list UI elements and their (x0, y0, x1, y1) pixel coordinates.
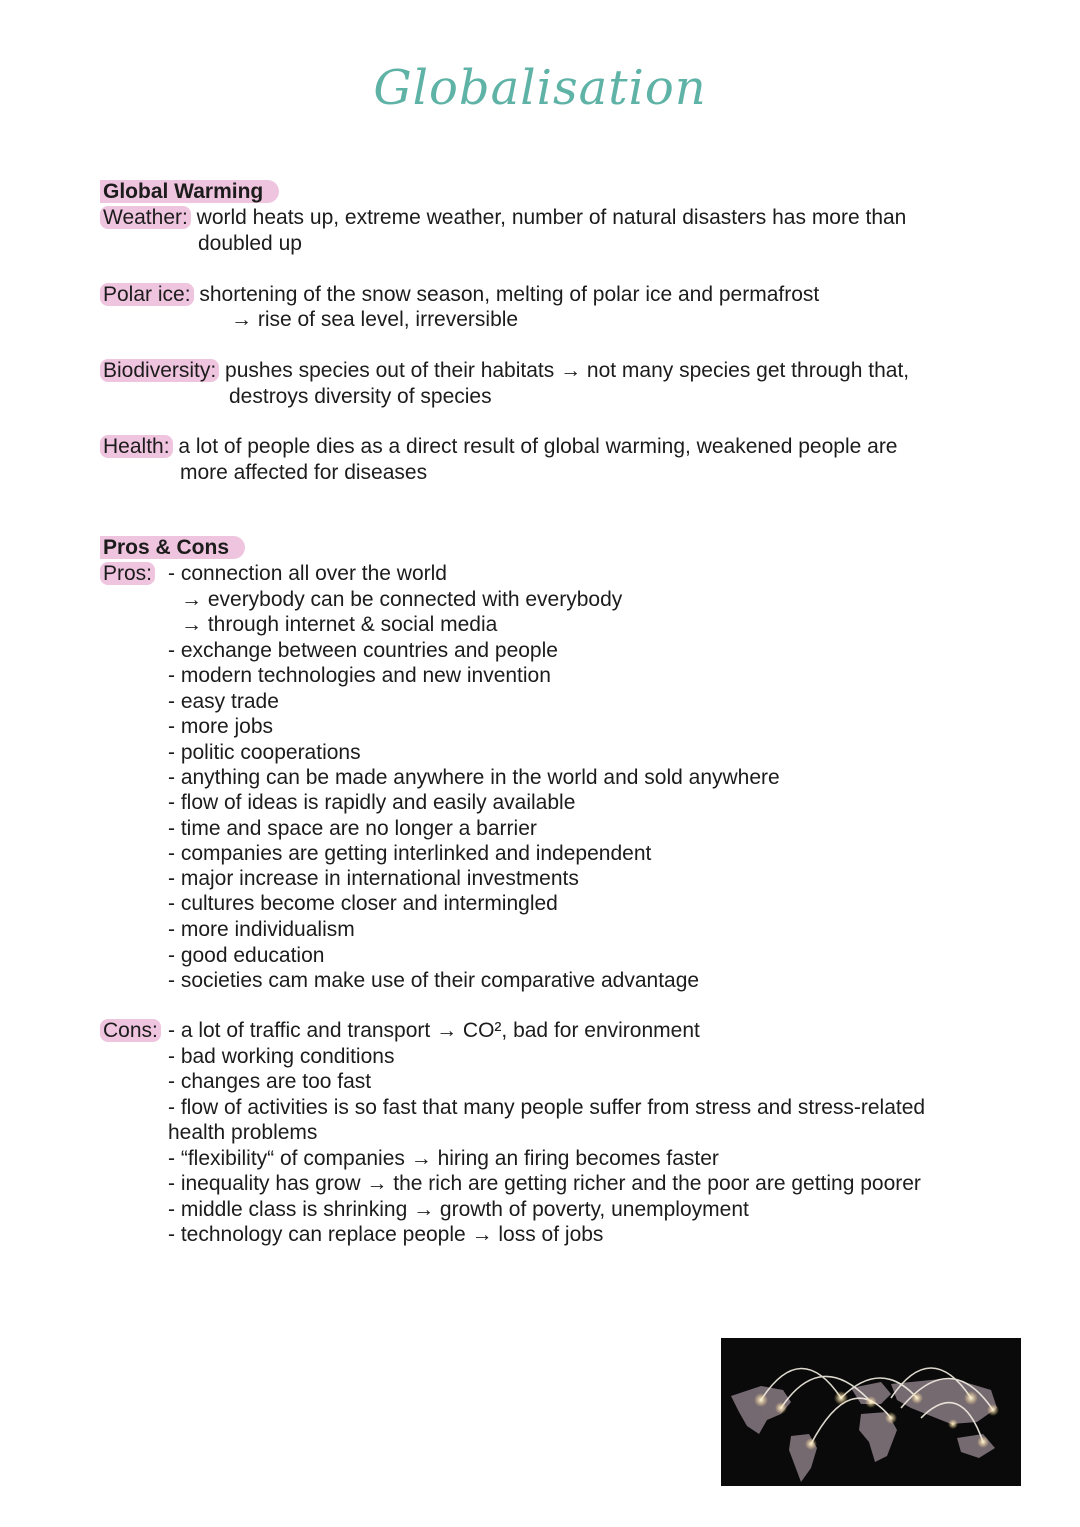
biodiversity-line: Biodiversity: pushes species out of their habitats → not many species get through that, (103, 358, 909, 383)
cons-item: - flow of activities is so fast that many people suffer from stress and stress-related (168, 1096, 926, 1119)
pros-item: - connection all over the world (168, 562, 447, 585)
cons-item: - changes are too fast (168, 1070, 372, 1093)
pros-subitem: → everybody can be connected with everybody (181, 588, 623, 611)
pros-item: - more jobs (168, 715, 274, 738)
weather-line-2: doubled up (198, 232, 302, 255)
health-label: Health: (100, 435, 173, 458)
health-line-2: more affected for diseases (180, 461, 428, 484)
health-line: Health: a lot of people dies as a direct result of global warming, weakened people are (103, 434, 898, 459)
cons-item: health problems (168, 1121, 318, 1144)
pros-item: - easy trade (168, 690, 279, 713)
pros-item: - good education (168, 944, 325, 967)
cons-item: - “flexibility“ of companies → hiring an firing becomes faster (168, 1147, 719, 1170)
pros-label: Pros: (103, 561, 155, 586)
pros-item: - more individualism (168, 918, 355, 941)
polar-label: Polar ice: (100, 283, 194, 306)
section-heading-pros-cons: Pros & Cons (103, 535, 245, 560)
pros-item: - companies are getting interlinked and independent (168, 842, 652, 865)
pros-item: - societies cam make use of their comparative advantage (168, 969, 700, 992)
page-title: Globalisation (373, 60, 707, 116)
pros-item: - major increase in international investments (168, 867, 579, 890)
pros-item: - exchange between countries and people (168, 639, 558, 662)
pros-item: - anything can be made anywhere in the world and sold anywhere (168, 766, 780, 789)
pros-item: - politic cooperations (168, 741, 361, 764)
polar-line: Polar ice: shortening of the snow season, melting of polar ice and permafrost (103, 282, 819, 307)
weather-line: Weather: world heats up, extreme weather, number of natural disasters has more than (103, 205, 906, 230)
cons-item: - middle class is shrinking → growth of poverty, unemployment (168, 1198, 749, 1221)
cons-item: - technology can replace people → loss of jobs (168, 1223, 604, 1246)
biodiversity-label: Biodiversity: (100, 359, 219, 382)
section-heading-global-warming: Global Warming (103, 179, 279, 204)
cons-label: Cons: (103, 1018, 161, 1043)
pros-item: - modern technologies and new invention (168, 664, 551, 687)
cons-item: - bad working conditions (168, 1045, 395, 1068)
cons-item: - inequality has grow → the rich are getting richer and the poor are getting poorer (168, 1172, 921, 1195)
polar-line-2: → rise of sea level, irreversible (231, 308, 519, 331)
world-map-connections-icon (721, 1338, 1021, 1486)
pros-item: - flow of ideas is rapidly and easily available (168, 791, 576, 814)
biodiversity-line-2: destroys diversity of species (229, 385, 492, 408)
pros-subitem: → through internet & social media (181, 613, 498, 636)
pros-item: - cultures become closer and intermingled (168, 892, 558, 915)
cons-item: - a lot of traffic and transport → CO², bad for environment (168, 1019, 700, 1042)
pros-item: - time and space are no longer a barrier (168, 817, 537, 840)
weather-label: Weather: (100, 206, 191, 229)
